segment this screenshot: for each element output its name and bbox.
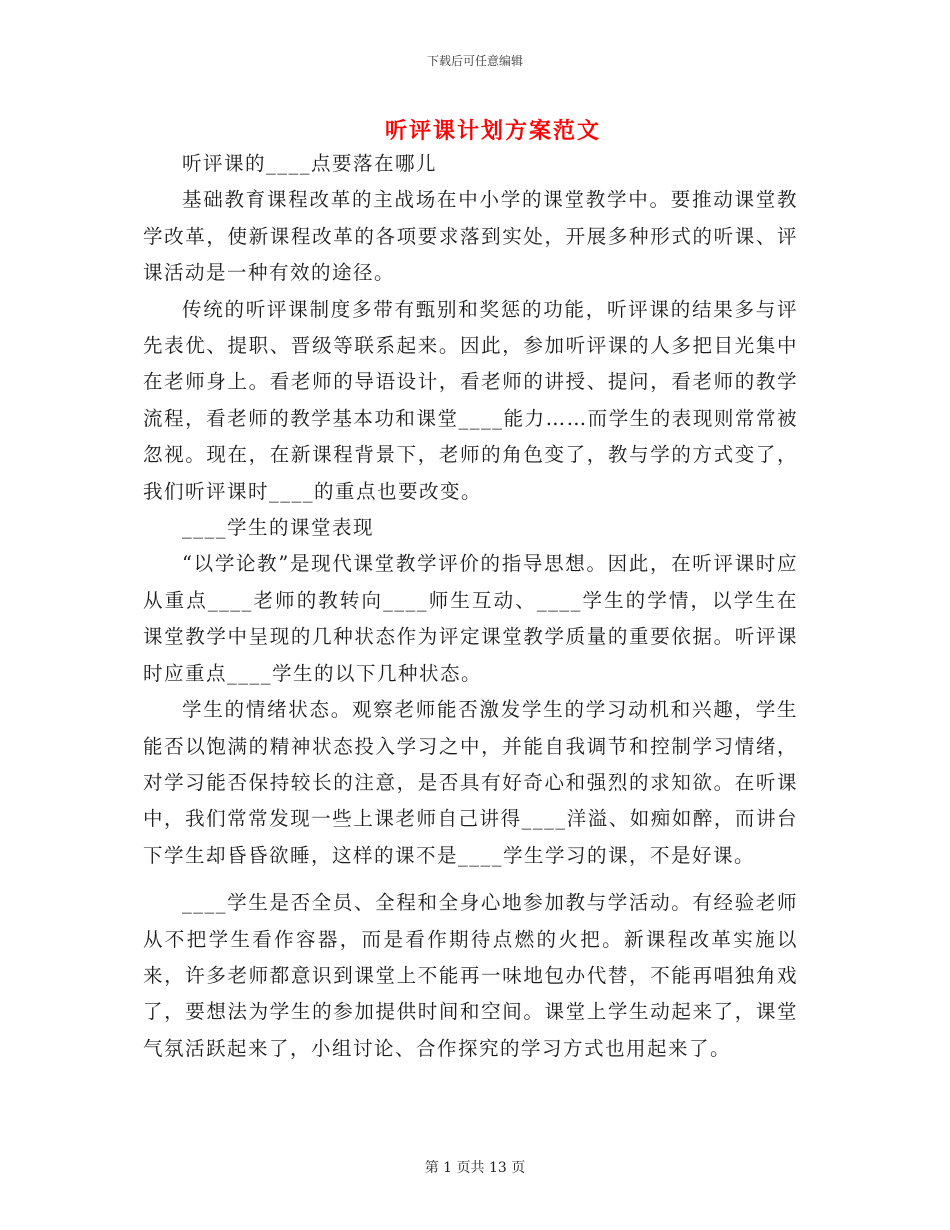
body-paragraph: 学生的情绪状态。观察老师能否激发学生的学习动机和兴趣，学生能否以饱满的精神状态投入学习之中，并能自我调节和控制学习情绪，对学习能否保持较长的注意，是否具有好奇心和强烈的求知欲。在听课中，我们常常发现一些上课老师自己讲得____洋溢、如痴如醉，而讲台下学生却昏昏欲睡，这样的课不是____学生学习的课，不是好课。 xyxy=(143,698,798,867)
body-paragraph: 基础教育课程改革的主战场在中小学的课堂教学中。要推动课堂教学改革，使新课程改革的各项要求落到实处，开展多种形式的听课、评课活动是一种有效的途径。 xyxy=(143,188,798,285)
page-footer: 第 1 页共 13 页 xyxy=(424,1160,526,1176)
body-paragraph: “以学论教”是现代课堂教学评价的指导思想。因此，在听评课时应从重点____老师的教转向____师生互动、____学生的学情，以学生在课堂教学中呈现的几种状态作为评定课堂教学质量的重要依据。听评课时应重点____学生的以下几种状态。 xyxy=(143,552,798,685)
subheading-paragraph: ____学生的课堂表现 xyxy=(182,516,375,540)
body-paragraph: 传统的听评课制度多带有甄别和奖惩的功能，听评课的结果多与评先表优、提职、晋级等联系起来。因此，参加听评课的人多把目光集中在老师身上。看老师的导语设计，看老师的讲授、提问，看老师的教学流程，看老师的教学基本功和课堂____能力……而学生的表现则常常被忽视。现在，在新课程背景下，老师的角色变了，教与学的方式变了，我们听评课时____的重点也要改变。 xyxy=(143,297,798,503)
subheading-paragraph: 听评课的____点要落在哪儿 xyxy=(182,152,438,175)
document-body xyxy=(143,146,798,1067)
document-title: 听评课计划方案范文 xyxy=(384,118,601,144)
body-paragraph: ____学生是否全员、全程和全身心地参加教与学活动。有经验老师从不把学生看作容器，而是看作期待点燃的火把。新课程改革实施以来，许多老师都意识到课堂上不能再一味地包办代替，不能再唱独角戏了，要想法为学生的参加提供时间和空间。课堂上学生动起来了，课堂气氛活跃起来了，小组讨论、合作探究的学习方式也用起来了。 xyxy=(143,891,798,1060)
page-header: 下载后可任意编辑 xyxy=(426,54,523,68)
